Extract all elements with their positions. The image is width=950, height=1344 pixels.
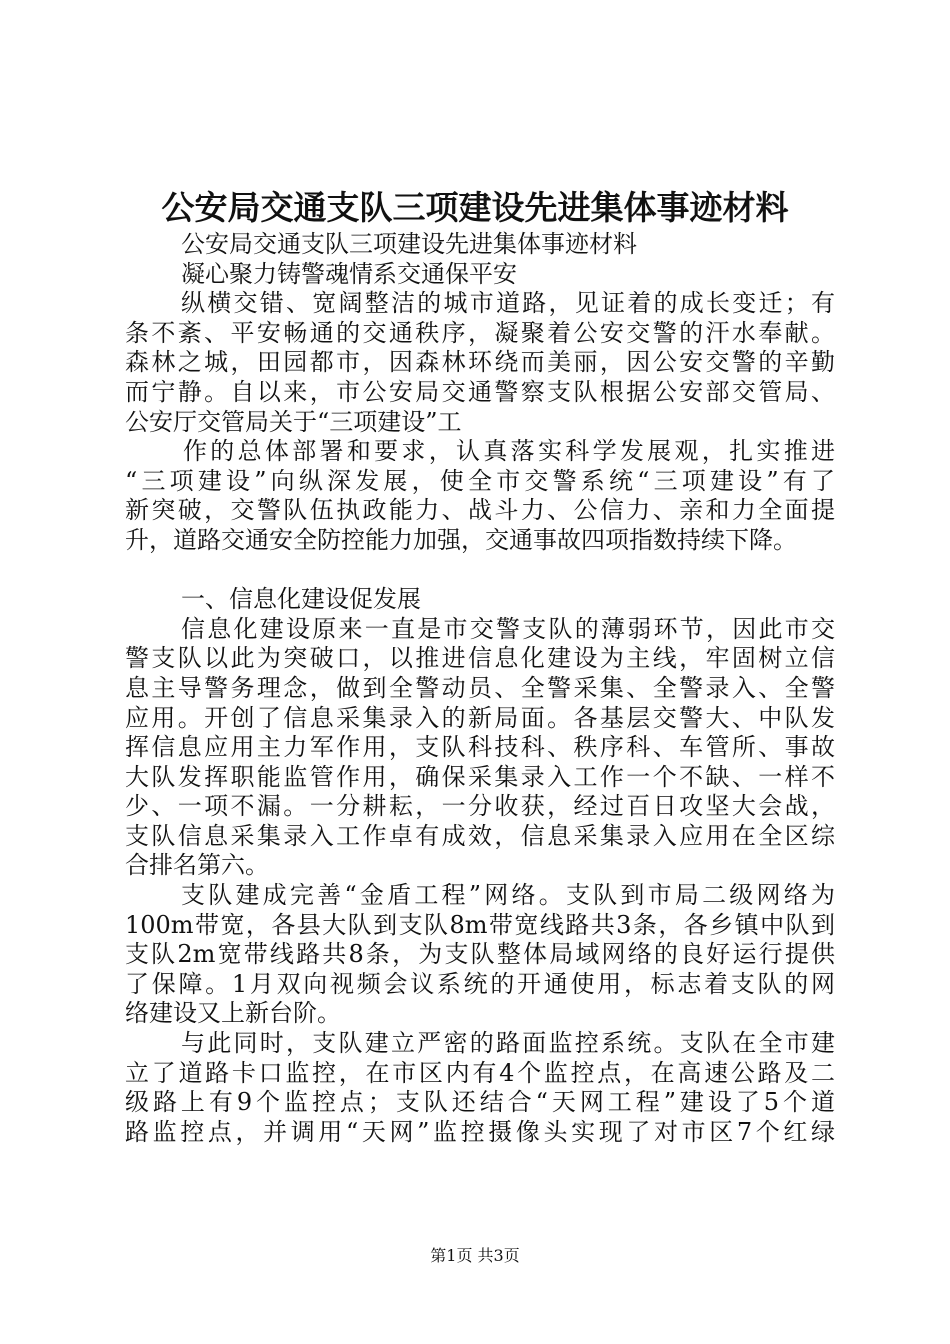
paragraph-line: 纵横交错、宽阔整洁的城市道路，见证着的成长变迁；有 xyxy=(181,289,835,318)
document-title: 公安局交通支队三项建设先进集体事迹材料 xyxy=(161,188,789,227)
blank-line xyxy=(125,556,835,586)
paragraph-line: 一、信息化建设促发展 xyxy=(181,585,421,614)
paragraph-line: 而宁静。自以来，市公安局交通警察支队根据公安部交管局、 xyxy=(125,377,835,406)
paragraph-line: 少、一项不漏。一分耕耘，一分收获，经过百日攻坚大会战， xyxy=(125,792,835,821)
paragraph-line: 100m带宽，各县大队到支队8m带宽线路共3条，各乡镇中队到 xyxy=(125,910,835,939)
paragraph-line: 信息化建设原来一直是市交警支队的薄弱环节，因此市交 xyxy=(181,614,835,643)
paragraph-line: 升，道路交通安全防控能力加强，交通事故四项指数持续下降。 xyxy=(125,525,797,554)
paragraph-line: 条不紊、平安畅通的交通秩序，凝聚着公安交警的汗水奉献。 xyxy=(125,318,835,347)
paragraph-line: 支队信息采集录入工作卓有成效，信息采集录入应用在全区综 xyxy=(125,821,835,850)
paragraph-line: 挥信息应用主力军作用，支队科技科、秩序科、车管所、事故 xyxy=(125,733,835,762)
paragraph-line: 凝心聚力铸警魂情系交通保平安 xyxy=(181,259,517,288)
paragraph-line: 了保障。1月双向视频会议系统的开通使用，标志着支队的网 xyxy=(125,969,835,998)
paragraph-line: 公安厅交管局关于“三项建设”工 xyxy=(125,407,462,436)
paragraph-line: 级路上有9个监控点；支队还结合“天网工程”建设了5个道 xyxy=(125,1088,835,1117)
paragraph-line: 森林之城，田园都市，因森林环绕而美丽，因公安交警的辛勤 xyxy=(125,348,835,377)
paragraph-line: 大队发挥职能监管作用，确保采集录入工作一个不缺、一样不 xyxy=(125,762,835,791)
paragraph-line: 立了道路卡口监控，在市区内有4个监控点，在高速公路及二 xyxy=(125,1058,835,1087)
paragraph-line: 作的总体部署和要求，认真落实科学发展观，扎实推进 xyxy=(183,437,835,466)
paragraph-line: 支队建成完善“金盾工程”网络。支队到市局二级网络为 xyxy=(181,881,835,910)
page-footer: 第1页 共3页 xyxy=(430,1246,520,1265)
paragraph-line: “三项建设”向纵深发展，使全市交警系统“三项建设”有了 xyxy=(125,466,835,495)
paragraph-line: 与此同时，支队建立严密的路面监控系统。支队在全市建 xyxy=(181,1029,835,1058)
paragraph-line: 公安局交通支队三项建设先进集体事迹材料 xyxy=(181,230,637,258)
paragraph-line: 息主导警务理念，做到全警动员、全警采集、全警录入、全警 xyxy=(125,673,835,702)
paragraph-line: 应用。开创了信息采集录入的新局面。各基层交警大、中队发 xyxy=(125,703,835,732)
paragraph-line: 路监控点，并调用“天网”监控摄像头实现了对市区7个红绿 xyxy=(125,1117,835,1146)
paragraph-line: 支队2m宽带线路共8条，为支队整体局域网络的良好运行提供 xyxy=(125,940,835,969)
paragraph-line: 新突破，交警队伍执政能力、战斗力、公信力、亲和力全面提 xyxy=(125,496,835,525)
paragraph-line: 警支队以此为突破口，以推进信息化建设为主线，牢固树立信 xyxy=(125,644,835,673)
paragraph-line: 合排名第六。 xyxy=(125,851,269,880)
document-body xyxy=(125,230,835,1147)
paragraph-line: 络建设又上新台阶。 xyxy=(125,999,341,1028)
